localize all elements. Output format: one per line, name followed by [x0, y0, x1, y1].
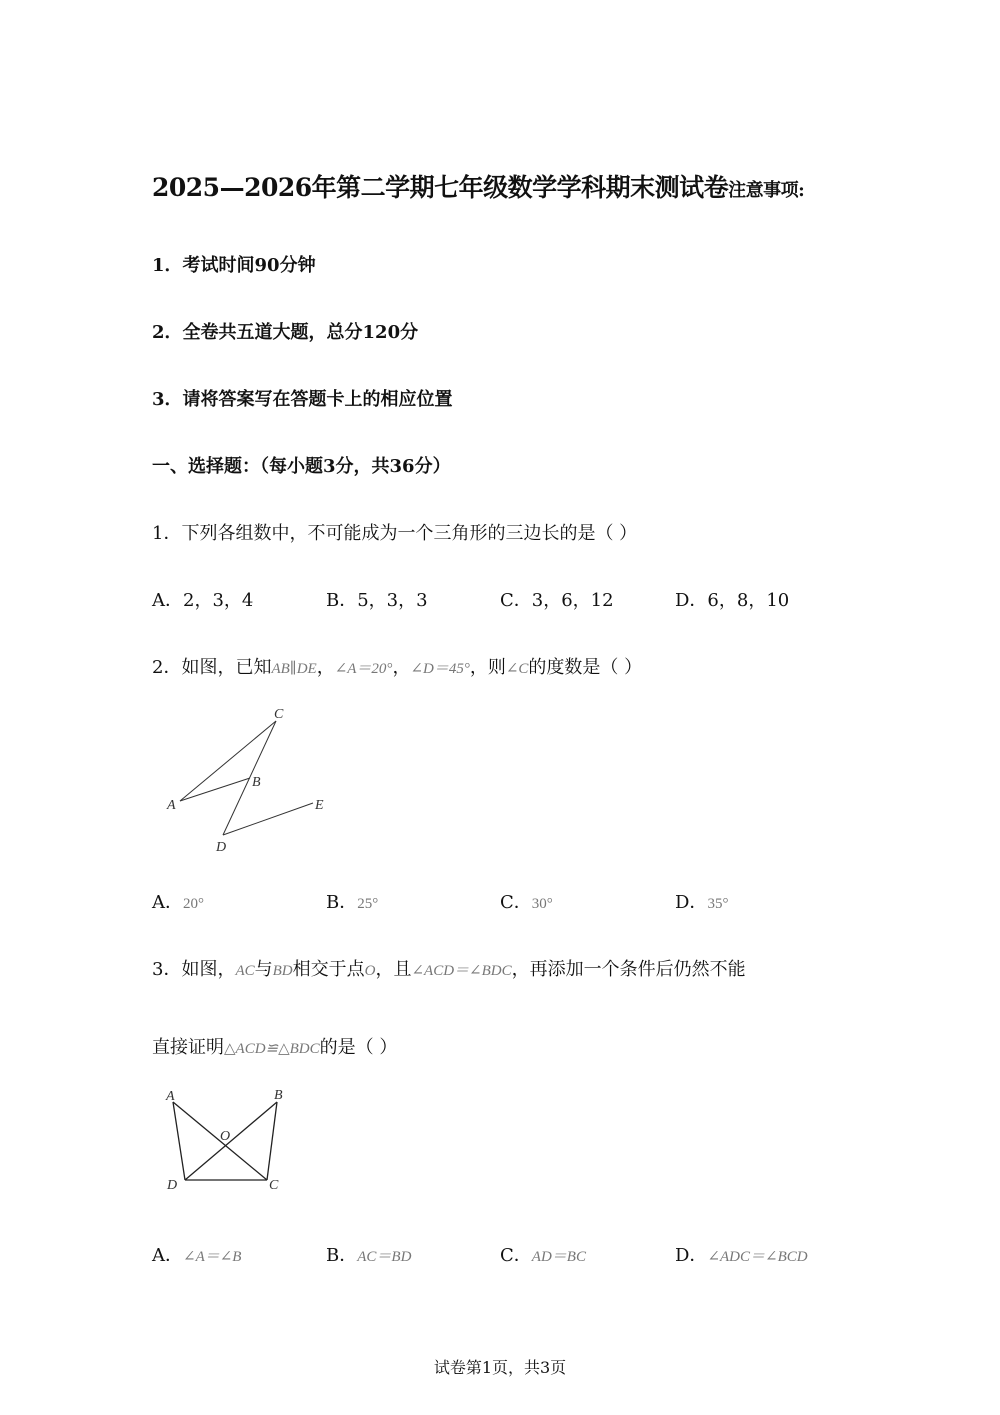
q3-option-a-value: ∠A＝∠B: [183, 1249, 242, 1265]
q3-option-d: [675, 1241, 808, 1267]
q3-label-c: C: [269, 1178, 279, 1193]
q3-option-b: [326, 1241, 411, 1267]
q3-option-b-letter: B．: [326, 1245, 358, 1266]
q2-math-parallel: AB∥DE: [271, 661, 317, 677]
q3-math-ac: AC: [235, 963, 255, 979]
q3-math-bd: BD: [272, 963, 293, 979]
q2-option-c-letter: C．: [500, 892, 532, 913]
q2-label-b: B: [252, 775, 261, 790]
q2-label-c: C: [274, 707, 284, 722]
q2-option-a-letter: A．: [152, 892, 183, 913]
question-1-stem: 1．下列各组数中，不可能成为一个三角形的三边长的是（ ）: [152, 523, 638, 544]
q2-option-b-letter: B．: [326, 892, 358, 913]
page-title: [152, 168, 804, 204]
q1-option-a: A．2，3，4: [152, 590, 254, 611]
q2-figure: [160, 700, 340, 860]
q2-option-b-value: 25°: [357, 896, 379, 912]
q2-option-a-value: 20°: [183, 896, 204, 912]
notice-item-3: 3．请将答案写在答题卡上的相应位置: [152, 389, 453, 410]
q3-line-bd: [185, 1102, 277, 1180]
q2-label-a: A: [167, 798, 176, 813]
page-footer: 试卷第1页，共3页: [433, 1358, 567, 1377]
notice-label: 注意事项:: [728, 180, 805, 201]
q2-label-d: D: [216, 840, 227, 855]
section-heading: 一、选择题：（每小题3分，共36分）: [152, 456, 451, 477]
q1-option-c: C．3，6，12: [500, 590, 614, 611]
q2-option-c: [500, 888, 553, 914]
q2-sep-2: ，: [392, 657, 411, 678]
q2-option-b: [326, 888, 378, 914]
q3-option-d-letter: D．: [675, 1245, 708, 1266]
q3-line2-a: 直接证明: [152, 1037, 224, 1058]
q3-line-cb: [267, 1102, 277, 1180]
q3-text-1: 与: [254, 959, 273, 980]
q2-line-cd: [223, 721, 276, 835]
q2-stem-b: 的度数是（ ）: [528, 657, 643, 678]
q3-stem-a: 3．如图，: [152, 959, 236, 980]
q2-sep-3: ，则: [469, 657, 506, 678]
q3-text-4: ，再添加一个条件后仍然不能: [511, 959, 746, 980]
q3-label-b: B: [274, 1088, 283, 1103]
q3-math-congruent: △ACD≌△BDC: [224, 1041, 320, 1057]
q3-label-a: A: [166, 1089, 175, 1104]
q2-stem-a: 2．如图，已知: [152, 657, 272, 678]
q3-label-d: D: [167, 1178, 178, 1193]
exam-title: 2025—2026年第二学期七年级数学学科期末测试卷: [152, 173, 729, 202]
q3-line-ad: [173, 1102, 185, 1180]
q3-text-2: 相交于点: [292, 959, 365, 980]
q3-option-d-value: ∠ADC＝∠BCD: [707, 1249, 808, 1265]
notice-item-1: 1．考试时间90分钟: [152, 255, 316, 276]
q2-line-de: [223, 803, 313, 835]
q3-option-c: [500, 1241, 586, 1267]
q2-option-c-value: 30°: [531, 896, 553, 912]
q3-text-3: ，且: [375, 959, 412, 980]
q2-option-d-letter: D．: [675, 892, 708, 913]
q2-math-angle-d: ∠D＝45°: [410, 661, 470, 677]
q3-line2-b: 的是（ ）: [319, 1037, 398, 1058]
q2-line-ac: [180, 721, 276, 801]
notice-item-2: 2．全卷共五道大题，总分120分: [152, 322, 419, 343]
q3-option-b-value: AC＝BD: [357, 1249, 412, 1265]
q3-math-o: O: [364, 963, 376, 979]
q3-math-condition: ∠ACD＝∠BDC: [411, 963, 512, 979]
q3-option-c-value: AD＝BC: [531, 1249, 586, 1265]
q3-option-a-letter: A．: [152, 1245, 183, 1266]
q3-option-c-letter: C．: [500, 1245, 532, 1266]
q3-figure: [155, 1080, 305, 1200]
question-2-stem: [152, 653, 642, 679]
question-3-stem-line2: [152, 1033, 397, 1059]
q1-option-b: B．5，3，3: [326, 590, 428, 611]
q2-line-ab: [180, 778, 250, 801]
q3-label-o: O: [220, 1129, 231, 1144]
q2-label-e: E: [315, 798, 324, 813]
q2-math-angle-a: ∠A＝20°: [334, 661, 393, 677]
q2-option-d-value: 35°: [707, 896, 729, 912]
q2-sep-1: ，: [316, 657, 335, 678]
q1-option-d: D．6，8，10: [675, 590, 790, 611]
q2-option-a: [152, 888, 204, 914]
q3-option-a: [152, 1241, 241, 1267]
q2-option-d: [675, 888, 728, 914]
q2-math-angle-c: ∠C: [505, 661, 529, 677]
question-3-stem: [152, 955, 746, 981]
